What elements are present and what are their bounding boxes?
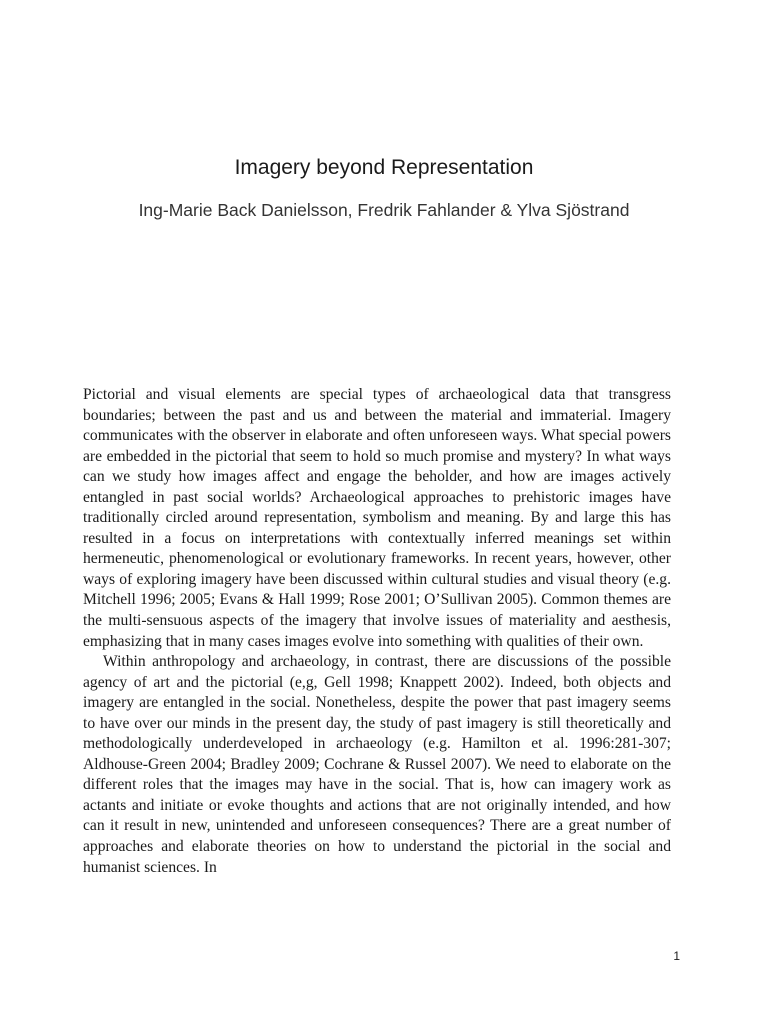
body-text: [83, 385, 671, 878]
author-list: Ing-Marie Back Danielsson, Fredrik Fahlander & Ylva Sjöstrand: [138, 200, 630, 220]
page-title: Imagery beyond Representation: [234, 156, 534, 179]
paragraph-2: Within anthropology and archaeology, in contrast, there are discussions of the possible agency of art and the pictorial (e,g, Gell 1998; Knappett 2002). Indeed, both objects and imagery are entangled in the social. Nonetheless, despite the power that past imagery seems to have over our minds in the present day, the study of past imagery is still theoretically and methodologically underdeveloped in archaeology (e.g. Hamilton et al. 1996:281-307; Aldhouse-Green 2004; Bradley 2009; Cochrane & Russel 2007). We need to elaborate on the different roles that the images may have in the social. That is, how can imagery work as actants and initiate or evoke thoughts and actions that are not originally intended, and how can it result in new, unintended and unforeseen consequences? There are a great number of approaches and elaborate theories on how to understand the pictorial in the social and humanist sciences. In: [83, 653, 671, 876]
page-number: 1: [673, 949, 680, 963]
paragraph-1: Pictorial and visual elements are special types of archaeological data that transgress boundaries; between the past and us and between the material and immaterial. Imagery communicates with the observer in elaborate and often unforeseen ways. What special powers are embedded in the pictorial that seem to hold so much promise and mystery? In what ways can we study how images affect and engage the beholder, and how are images actively entangled in past social worlds? Archaeological approaches to prehistoric images have traditionally circled around representation, symbolism and meaning. By and large this has resulted in a focus on interpretations with contextually inferred meanings set within hermeneutic, phenomenological or evolutionary frameworks. In recent years, however, other ways of exploring imagery have been discussed within cultural studies and visual theory (e.g. Mitchell 1996; 2005; Evans & Hall 1999; Rose 2001; O’Sullivan 2005). Common themes are the multi-sensuous aspects of the imagery that involve issues of materiality and aesthesis, emphasizing that in many cases images evolve into something with qualities of their own.: [83, 386, 671, 650]
